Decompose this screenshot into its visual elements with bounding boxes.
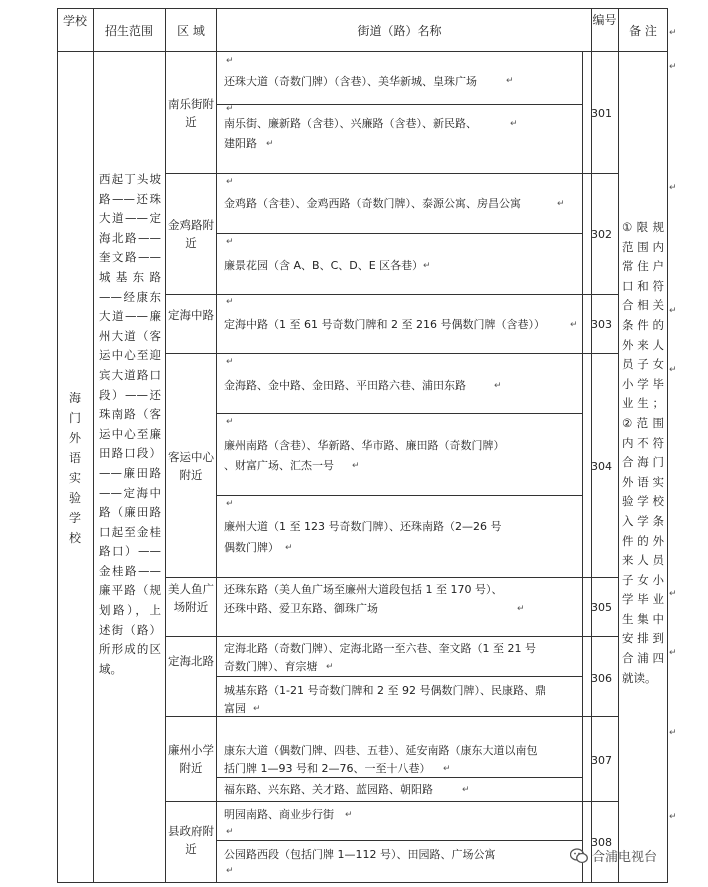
row-border bbox=[165, 353, 618, 354]
row-border bbox=[165, 577, 618, 578]
paragraph-mark-icon: ↵ bbox=[669, 648, 677, 658]
header-note: 备 注 bbox=[629, 24, 657, 38]
row-border bbox=[165, 173, 618, 174]
paragraph-mark-icon: ↵ bbox=[669, 62, 677, 72]
paragraph-mark-icon: ↵ bbox=[226, 499, 234, 509]
street-307-a1: 康东大道（偶数门牌、四巷、五巷）、延安南路（康东大道以南包 bbox=[224, 744, 538, 757]
col-border bbox=[216, 8, 217, 883]
paragraph-mark-icon: ↵ bbox=[352, 461, 360, 471]
table-bottom-border bbox=[57, 882, 668, 883]
header-bottom-border bbox=[57, 51, 668, 52]
street-308-b: 公园路西段（包括门牌 1—112 号）、田园路、广场公寓 bbox=[224, 848, 496, 861]
subrow-border bbox=[216, 413, 583, 414]
street-301-a: 还珠大道（奇数门牌）（含巷）、美华新城、皇珠广场 bbox=[224, 75, 477, 88]
street-306-b2: 富园 bbox=[224, 702, 246, 715]
header-school: 学校 bbox=[62, 14, 87, 28]
area-305: 美人鱼广场附近 bbox=[168, 582, 214, 614]
code-302: 302 bbox=[591, 228, 612, 241]
paragraph-mark-icon: ↵ bbox=[226, 357, 234, 367]
col-border bbox=[93, 8, 94, 883]
street-302-b: 廉景花园（含 A、B、C、D、E 区各巷） bbox=[224, 259, 424, 272]
street-304-c2: 偶数门牌） bbox=[224, 541, 279, 554]
street-302-a: 金鸡路（含巷）、金鸡西路（奇数门牌）、泰源公寓、房昌公寓 bbox=[224, 197, 521, 210]
enrollment-scope: 西起丁头坡路——还珠大道——定海北路——奎文路——城基东路——经康东大道——廉州大道（客运中心至迎宾大道路口段）——还珠南路（客运中心至廉田路口段）——廉田路——定海中路（廉田路口起至金桂路口）——金桂路——廉平路（规划路），上述街（路）所形成的区域。 bbox=[99, 172, 161, 676]
code-305: 305 bbox=[591, 601, 612, 614]
paragraph-mark-icon: ↵ bbox=[226, 237, 234, 247]
subrow-border bbox=[216, 495, 583, 496]
paragraph-mark-icon: ↵ bbox=[669, 728, 677, 738]
row-border bbox=[165, 294, 618, 295]
area-301: 南乐街附近 bbox=[168, 97, 214, 129]
paragraph-mark-icon: ↵ bbox=[253, 704, 261, 714]
header-scope: 招生范围 bbox=[104, 24, 153, 38]
wechat-icon bbox=[570, 848, 588, 864]
street-304-b1: 廉州南路（含巷）、华新路、华市路、廉田路（奇数门牌） bbox=[224, 439, 505, 452]
code-306: 306 bbox=[591, 672, 612, 685]
row-border bbox=[165, 801, 618, 802]
subrow-border bbox=[216, 840, 583, 841]
header-area: 区 域 bbox=[177, 24, 205, 38]
paragraph-mark-icon: ↵ bbox=[266, 139, 274, 149]
watermark-text: 合浦电视台 bbox=[592, 850, 658, 865]
paragraph-mark-icon: ↵ bbox=[669, 365, 677, 375]
street-301-b2: 建阳路 bbox=[224, 137, 257, 150]
area-306: 定海北路 bbox=[168, 654, 214, 668]
paragraph-mark-icon: ↵ bbox=[226, 827, 234, 837]
street-305-a: 还珠东路（美人鱼广场至廉州大道段包括 1 至 170 号）、 bbox=[224, 583, 503, 596]
col-border bbox=[57, 8, 58, 883]
paragraph-mark-icon: ↵ bbox=[570, 320, 578, 330]
code-307: 307 bbox=[591, 754, 612, 767]
paragraph-mark-icon: ↵ bbox=[226, 297, 234, 307]
code-301: 301 bbox=[591, 107, 612, 120]
subrow-border bbox=[216, 104, 583, 105]
table-top-border bbox=[57, 8, 668, 9]
code-303: 303 bbox=[591, 318, 612, 331]
paragraph-mark-icon: ↵ bbox=[285, 543, 293, 553]
paragraph-mark-icon: ↵ bbox=[669, 812, 677, 822]
street-301-b1: 南乐街、廉新路（含巷）、兴廉路（含巷）、新民路、 bbox=[224, 117, 477, 130]
street-306-a2: 奇数门牌）、育宗塘 bbox=[224, 660, 318, 673]
col-border bbox=[165, 8, 166, 883]
paragraph-mark-icon: ↵ bbox=[423, 261, 431, 271]
col-border bbox=[582, 51, 583, 883]
header-number: 编号 bbox=[592, 13, 617, 27]
street-303: 定海中路（1 至 61 号奇数门牌和 2 至 216 号偶数门牌（含巷）） bbox=[224, 318, 545, 331]
paragraph-mark-icon: ↵ bbox=[345, 810, 353, 820]
street-305-b: 还珠中路、爱卫东路、御珠广场 bbox=[224, 602, 378, 615]
paragraph-mark-icon: ↵ bbox=[226, 417, 234, 427]
paragraph-mark-icon: ↵ bbox=[506, 76, 514, 86]
street-304-b2: 、财富广场、汇杰一号 bbox=[224, 459, 334, 472]
area-304: 客运中心附近 bbox=[168, 450, 214, 482]
paragraph-mark-icon: ↵ bbox=[557, 199, 565, 209]
area-303: 定海中路 bbox=[168, 308, 214, 322]
paragraph-mark-icon: ↵ bbox=[517, 604, 525, 614]
paragraph-mark-icon: ↵ bbox=[226, 104, 234, 114]
code-304: 304 bbox=[591, 460, 612, 473]
street-308-a: 明园南路、商业步行街 bbox=[224, 808, 334, 821]
paragraph-mark-icon: ↵ bbox=[669, 28, 677, 38]
subrow-border bbox=[216, 233, 583, 234]
street-307-b: 福东路、兴东路、关才路、蓝园路、朝阳路 bbox=[224, 783, 433, 796]
code-308: 308 bbox=[591, 836, 612, 849]
street-306-b1: 城基东路（1-21 号奇数门牌和 2 至 92 号偶数门牌）、民康路、鼎 bbox=[224, 684, 546, 697]
school-name: 海门外语实验学校 bbox=[68, 391, 81, 545]
row-border bbox=[165, 636, 618, 637]
area-308: 县政府附近 bbox=[168, 824, 214, 856]
paragraph-mark-icon: ↵ bbox=[226, 56, 234, 66]
paragraph-mark-icon: ↵ bbox=[443, 764, 451, 774]
paragraph-mark-icon: ↵ bbox=[226, 866, 234, 876]
area-302: 金鸡路附近 bbox=[168, 218, 214, 250]
col-border bbox=[667, 8, 668, 883]
street-307-a2: 括门牌 1—93 号和 2—76、一至十八巷） bbox=[224, 762, 431, 775]
col-border bbox=[618, 8, 619, 883]
paragraph-mark-icon: ↵ bbox=[462, 785, 470, 795]
area-307: 廉州小学附近 bbox=[168, 743, 214, 775]
street-306-a1: 定海北路（奇数门牌）、定海北路一至六巷、奎文路（1 至 21 号 bbox=[224, 642, 536, 655]
header-street: 街道（路）名称 bbox=[357, 24, 442, 38]
street-304-a: 金海路、金中路、金田路、平田路六巷、浦田东路 bbox=[224, 379, 466, 392]
paragraph-mark-icon: ↵ bbox=[326, 662, 334, 672]
street-304-c1: 廉州大道（1 至 123 号奇数门牌）、还珠南路（2—26 号 bbox=[224, 520, 502, 533]
paragraph-mark-icon: ↵ bbox=[510, 119, 518, 129]
paragraph-mark-icon: ↵ bbox=[669, 306, 677, 316]
col-border bbox=[591, 8, 592, 883]
tv-watermark bbox=[570, 846, 657, 865]
paragraph-mark-icon: ↵ bbox=[669, 589, 677, 599]
remarks-note: ①限规范围内常住户口和符合相关条件的外来人员子女小学毕业生；②范围内不符合海门外语实验学校入学条件的外来人员子女小学毕业生集中安排到合浦四就读。 bbox=[622, 220, 664, 685]
paragraph-mark-icon: ↵ bbox=[494, 381, 502, 391]
paragraph-mark-icon: ↵ bbox=[669, 183, 677, 193]
paragraph-mark-icon: ↵ bbox=[226, 177, 234, 187]
